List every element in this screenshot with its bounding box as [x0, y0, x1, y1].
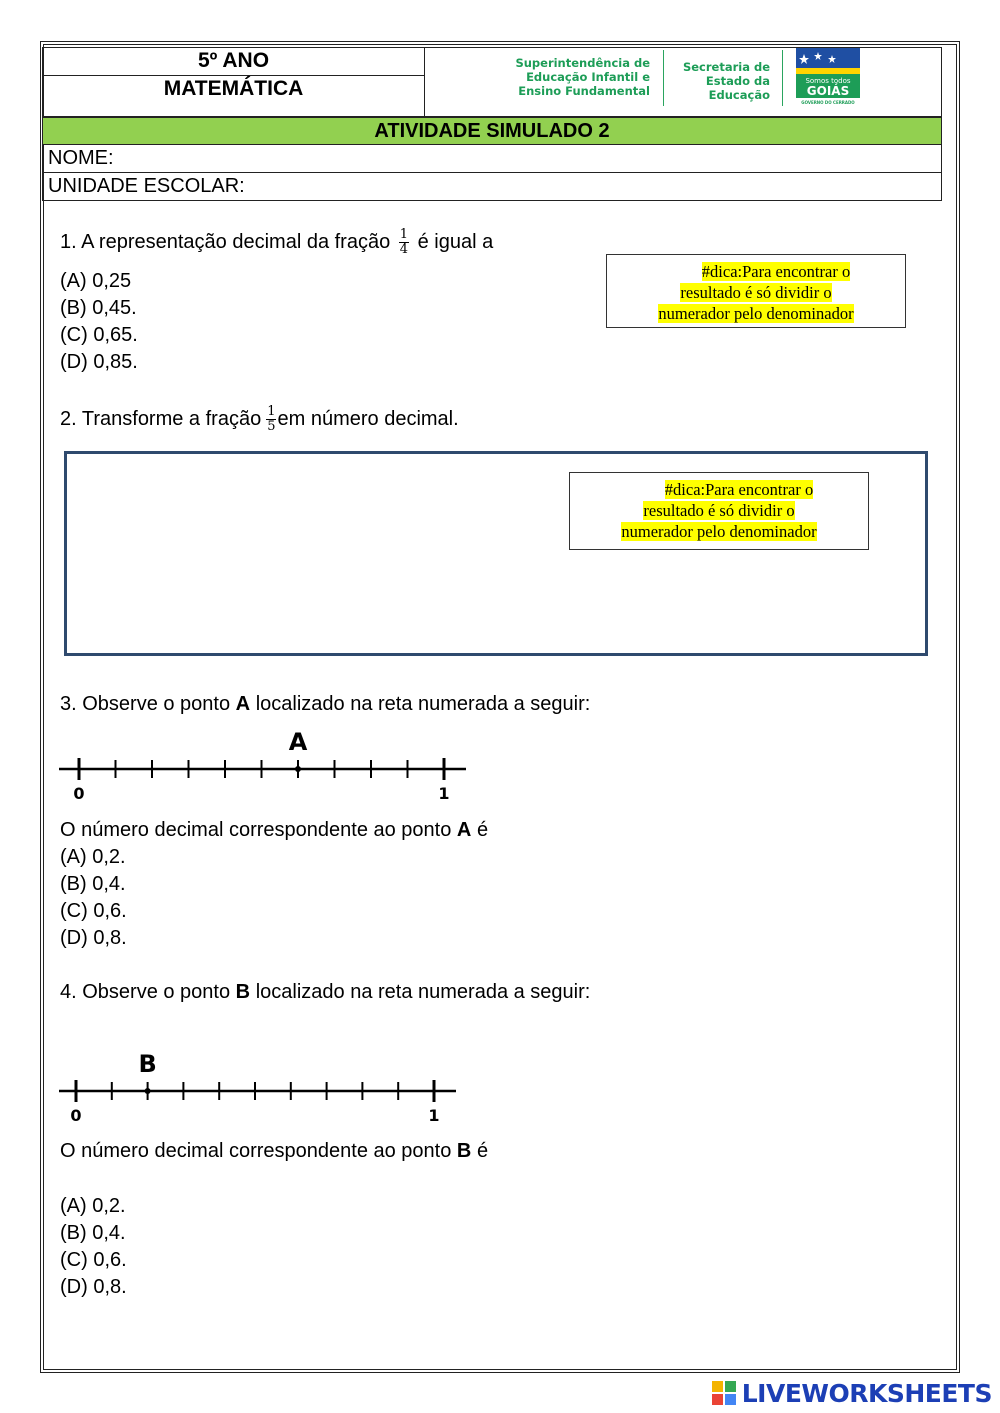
q1-suffix: é igual a: [417, 230, 494, 253]
tip2-line-2: resultado é só dividir o: [643, 501, 795, 520]
name-field-label: NOME:: [48, 147, 114, 169]
tip1-line-2: resultado é só dividir o: [680, 283, 832, 302]
liveworksheets-brand-text: LIVEWORKSHEETS: [741, 1378, 992, 1408]
q1-numerator: 1: [399, 227, 409, 242]
goias-tagline: Somos todos: [805, 77, 851, 85]
q1-fraction: [399, 228, 409, 257]
q4-option-c[interactable]: (C) 0,6.: [60, 1249, 127, 1271]
tip2-line-1: #dica:Para encontrar o: [664, 480, 814, 499]
q4-prefix: 4. Observe o ponto: [60, 981, 231, 1003]
liveworksheets-logo-icon: [712, 1381, 738, 1405]
q4-option-d[interactable]: (D) 0,8.: [60, 1276, 127, 1298]
logo-right-line-3: Educação: [708, 88, 770, 102]
q4-question: [60, 1138, 488, 1165]
q3-question-point: A: [456, 819, 472, 841]
goias-footer: GOVERNO DO CERRADO: [801, 100, 855, 105]
number-line-point-label: B: [138, 1050, 157, 1078]
subject-label: MATEMÁTICA: [163, 77, 304, 100]
q1-denominator: 4: [399, 242, 409, 257]
q1-option-a[interactable]: (A) 0,25: [60, 270, 132, 292]
q3-question-suffix: é: [476, 819, 489, 841]
tip-box-1: [606, 254, 906, 328]
school-field-row[interactable]: [42, 173, 942, 201]
superintendencia-logo-text: [490, 56, 650, 98]
q3-option-a[interactable]: (A) 0,2.: [60, 846, 126, 868]
q1-option-d[interactable]: (D) 0,85.: [60, 351, 138, 373]
logo-left-line-1: Superintendência de: [515, 56, 650, 70]
logo-left-line-3: Ensino Fundamental: [518, 84, 650, 98]
question-4-prompt: [60, 979, 590, 1006]
number-line-point-label: A: [288, 728, 308, 756]
school-field-label: UNIDADE ESCOLAR:: [48, 175, 245, 197]
name-field-row[interactable]: [42, 145, 942, 173]
q4-question-suffix: é: [476, 1140, 489, 1162]
q1-option-b[interactable]: (B) 0,45.: [60, 297, 137, 319]
q2-denominator: 5: [267, 419, 276, 434]
q4-option-b[interactable]: (B) 0,4.: [60, 1222, 126, 1244]
number-line-a: [55, 720, 475, 805]
q3-question-prefix: O número decimal correspondente ao ponto: [60, 819, 452, 841]
q1-prefix: 1. A representação decimal da fração: [60, 230, 391, 253]
question-3-prompt: [60, 691, 590, 718]
logo-right-line-1: Secretaria de: [682, 60, 770, 74]
tip-box-2: [569, 472, 869, 550]
q3-suffix: localizado na reta numerada a seguir:: [255, 693, 591, 715]
tip1-line-1: #dica:Para encontrar o: [701, 262, 851, 281]
logo-left-line-2: Educação Infantil e: [526, 70, 650, 84]
q2-prefix: 2. Transforme a fração: [60, 407, 262, 430]
number-line-label-start: 0: [73, 784, 85, 803]
q4-question-prefix: O número decimal correspondente ao ponto: [60, 1140, 452, 1162]
q3-point-name: A: [235, 693, 251, 715]
liveworksheets-brand: [712, 1378, 992, 1408]
header-divider: [42, 75, 425, 76]
number-line-label-end: 1: [438, 784, 450, 803]
activity-title: ATIVIDADE SIMULADO 2: [42, 117, 942, 145]
grade-label: 5º ANO: [197, 49, 270, 72]
question-2-prompt: [60, 405, 459, 434]
q4-question-point: B: [456, 1140, 472, 1162]
logo-right-line-2: Estado da: [705, 74, 770, 88]
secretaria-logo-text: [670, 60, 770, 102]
number-line-point-marker: [145, 1088, 151, 1094]
goias-flag-logo-icon: [796, 48, 860, 106]
tip2-line-3: numerador pelo denominador: [621, 522, 817, 541]
q2-numerator: 1: [267, 404, 276, 419]
q3-prefix: 3. Observe o ponto: [60, 693, 231, 715]
number-line-b: [55, 1043, 475, 1128]
number-line-label-start: 0: [70, 1106, 82, 1125]
q3-option-c[interactable]: (C) 0,6.: [60, 900, 127, 922]
q3-option-b[interactable]: (B) 0,4.: [60, 873, 126, 895]
q1-option-c[interactable]: (C) 0,65.: [60, 324, 138, 346]
q4-point-name: B: [235, 981, 251, 1003]
question-1-prompt: [60, 228, 493, 257]
q2-fraction: [266, 405, 276, 434]
q4-suffix: localizado na reta numerada a seguir:: [255, 981, 591, 1003]
q3-question: [60, 817, 488, 844]
logo-separator-1: [663, 50, 664, 106]
q4-option-a[interactable]: (A) 0,2.: [60, 1195, 126, 1217]
q2-suffix: em número decimal.: [277, 407, 459, 430]
logo-separator-2: [782, 50, 783, 106]
tip1-line-3: numerador pelo denominador: [658, 304, 854, 323]
number-line-point-marker: [295, 766, 301, 772]
q3-option-d[interactable]: (D) 0,8.: [60, 927, 127, 949]
goias-name: GOIÁS: [806, 84, 850, 98]
number-line-label-end: 1: [428, 1106, 440, 1125]
